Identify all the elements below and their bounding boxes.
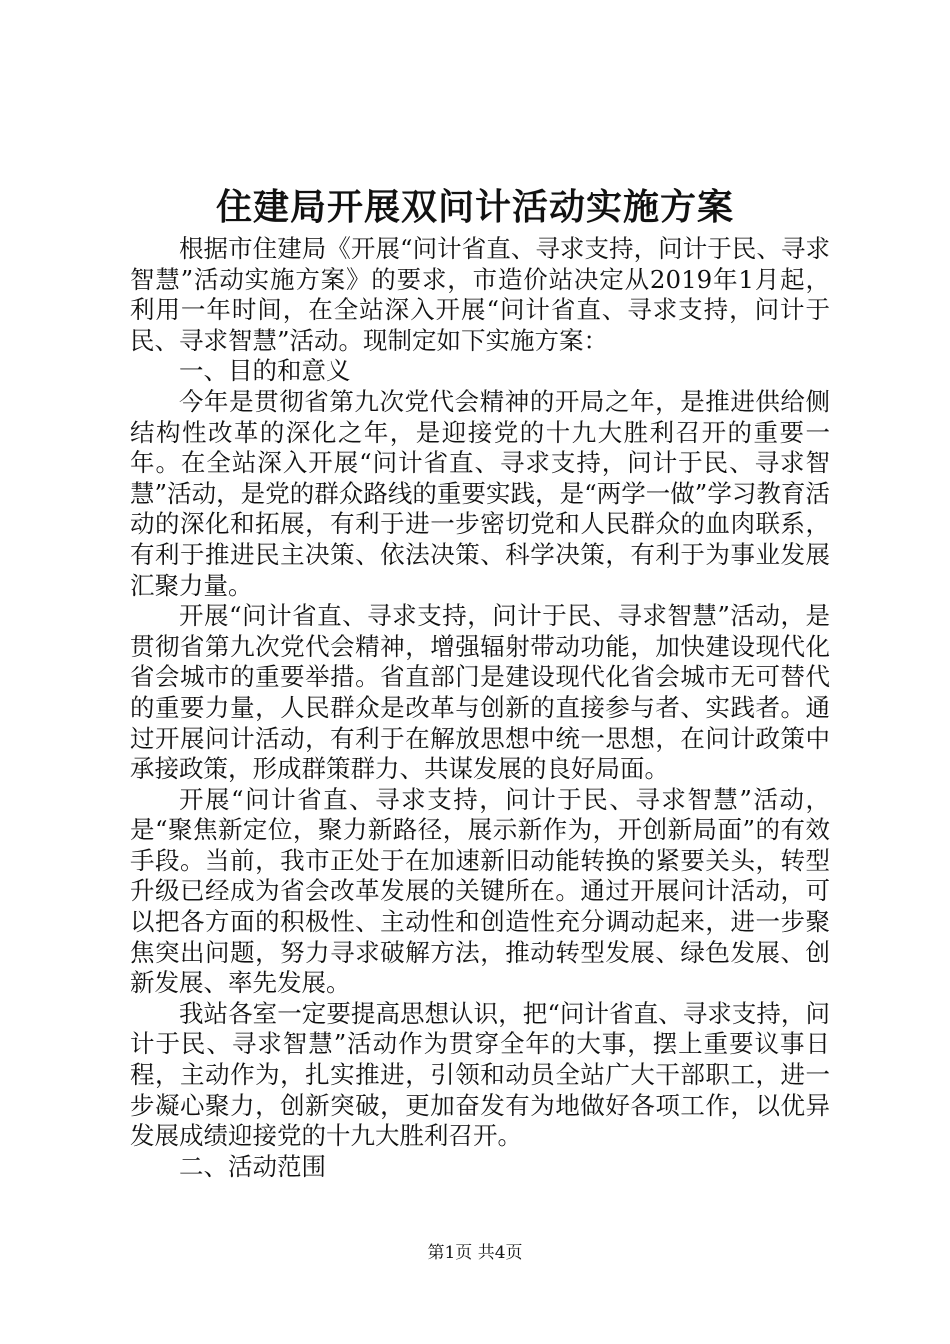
document-body: [130, 234, 830, 1182]
body-paragraph: 开展“问计省直、寻求支持，问计于民、寻求智慧”活动，是贯彻省第九次党代会精神，增强辐射带动功能，加快建设现代化省会城市的重要举措。省直部门是建设现代化省会城市无可替代的重要力量，人民群众是改革与创新的直接参与者、实践者。通过开展问计活动，有利于在解放思想中统一思想，在问计政策中承接政策，形成群策群力、共谋发展的良好局面。: [130, 601, 830, 784]
section-heading-purpose: 一、目的和意义: [179, 356, 351, 386]
document-title: 住建局开展双问计活动实施方案: [215, 186, 734, 228]
body-paragraph: 今年是贯彻省第九次党代会精神的开局之年，是推进供给侧结构性改革的深化之年，是迎接党的十九大胜利召开的重要一年。在全站深入开展“问计省直、寻求支持，问计于民、寻求智慧”活动，是党的群众路线的重要实践，是“两学一做”学习教育活动的深化和拓展，有利于进一步密切党和人民群众的血肉联系，有利于推进民主决策、依法决策、科学决策，有利于为事业发展汇聚力量。: [130, 386, 830, 600]
body-paragraph: 开展“问计省直、寻求支持，问计于民、寻求智慧”活动，是“聚焦新定位，聚力新路径，展示新作为，开创新局面”的有效手段。当前，我市正处于在加速新旧动能转换的紧要关头，转型升级已经成为省会改革发展的关键所在。通过开展问计活动，可以把各方面的积极性、主动性和创造性充分调动起来，进一步聚焦突出问题，努力寻求破解方法，推动转型发展、绿色发展、创新发展、率先发展。: [130, 784, 830, 998]
intro-paragraph: 根据市住建局《开展“问计省直、寻求支持，问计于民、寻求智慧”活动实施方案》的要求，市造价站决定从2019年1月起，利用一年时间，在全站深入开展“问计省直、寻求支持，问计于民、寻求智慧”活动。现制定如下实施方案：: [130, 234, 830, 355]
body-paragraph: 我站各室一定要提高思想认识，把“问计省直、寻求支持，问计于民、寻求智慧”活动作为贯穿全年的大事，摆上重要议事日程，主动作为，扎实推进，引领和动员全站广大干部职工，进一步凝心聚力，创新突破，更加奋发有为地做好各项工作，以优异发展成绩迎接党的十九大胜利召开。: [130, 998, 830, 1151]
page-number-footer: 第1页 共4页: [427, 1243, 523, 1263]
section-heading-scope: 二、活动范围: [179, 1151, 326, 1181]
